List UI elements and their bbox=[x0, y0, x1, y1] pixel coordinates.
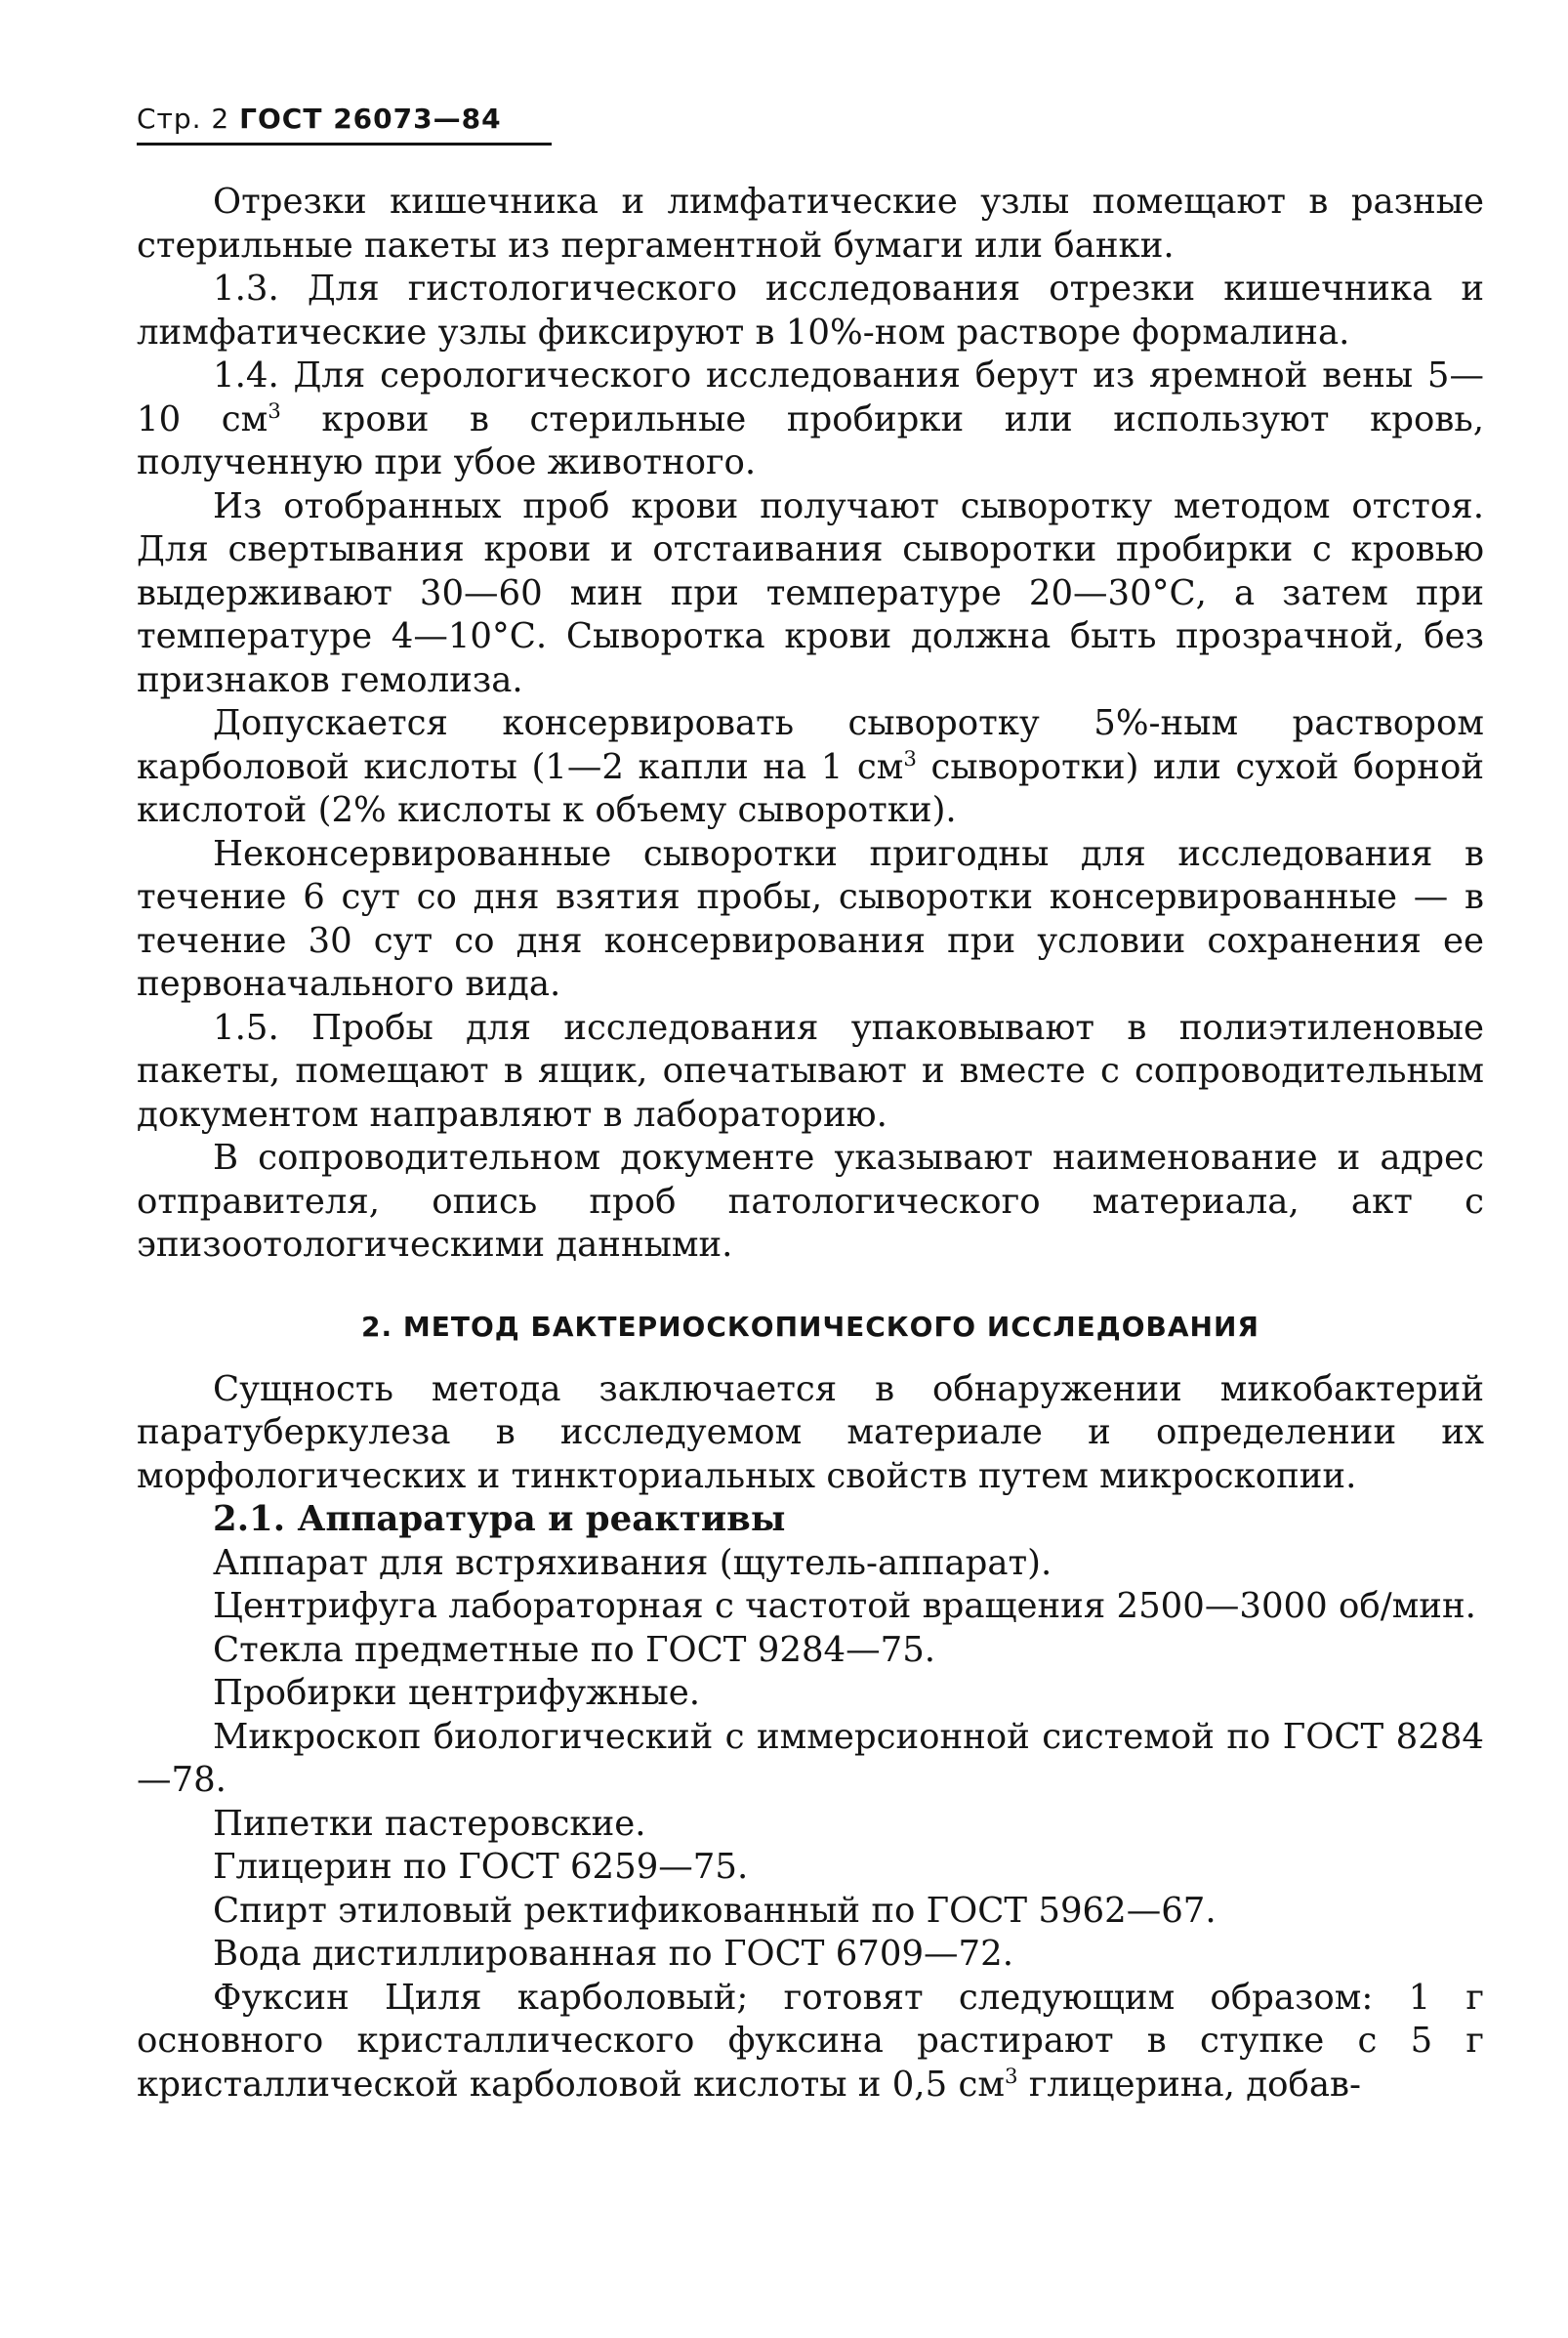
equipment-item: Спирт этиловый ректификованный по ГОСТ 5962—67. bbox=[213, 1890, 1217, 1931]
paragraph-accompanying-doc: В сопроводительном документе указывают наименование и адрес отправителя, опись проб патологического материала, акт с эпизоотологическими данными. bbox=[137, 1138, 1484, 1265]
paragraph-1-5: 1.5. Пробы для исследования упаковывают в полиэтиленовые пакеты, помещают в ящик, опечатывают и вместе с сопроводительным документом направляют в лабораторию. bbox=[137, 1007, 1484, 1135]
document-page bbox=[137, 103, 1484, 2107]
equipment-item: Аппарат для встряхивания (щутель-аппарат). bbox=[213, 1542, 1052, 1583]
paragraph-1-4: 1.4. Для серологического исследования берут из яремной вены 5—10 $см^3$ крови в стерильные пробирки или используют кровь, полученную при убое животного. bbox=[137, 355, 1484, 482]
body-text bbox=[137, 181, 1484, 2107]
header-divider bbox=[137, 143, 552, 146]
paragraph-unconserved: Неконсервированные сыворотки пригодны для исследования в течение 6 сут со дня взятия пробы, сыворотки консервированные — в течение 30 сут со дня консервирования при условии сохранения ее первоначального вида. bbox=[137, 833, 1484, 1004]
page-label: Стр. 2 bbox=[137, 103, 230, 135]
paragraph-method-essence: Сущность метода заключается в обнаружении микобактерий паратуберкулеза в исследуемом материале и определении их морфологических и тинкториальных свойств путем микроскопии. bbox=[137, 1368, 1484, 1496]
paragraph-organ-samples: Отрезки кишечника и лимфатические узлы помещают в разные стерильные пакеты из пергаментной бумаги или банки. bbox=[137, 182, 1484, 266]
paragraph-conservation: Допускается консервировать сыворотку 5%-ным раствором карболовой кислоты (1—2 капли на 1 $см^3$ сыворотки) или сухой борной кислотой (2% кислоты к объему сыворотки). bbox=[137, 703, 1484, 830]
section-2-title: 2. МЕТОД БАКТЕРИОСКОПИЧЕСКОГО ИССЛЕДОВАНИЯ bbox=[361, 1310, 1259, 1343]
running-header bbox=[137, 103, 502, 141]
paragraph-1-3: 1.3. Для гистологического исследования отрезки кишечника и лимфатические узлы фиксируют в 10%-ном растворе формалина. bbox=[137, 269, 1484, 353]
equipment-item: Глицерин по ГОСТ 6259—75. bbox=[213, 1847, 749, 1887]
subsection-2-1-heading: 2.1. Аппаратура и реактивы bbox=[213, 1499, 786, 1539]
equipment-item: Пипетки пастеровские. bbox=[213, 1803, 646, 1844]
document-code: ГОСТ 26073—84 bbox=[239, 103, 502, 135]
equipment-item: Стекла предметные по ГОСТ 9284—75. bbox=[213, 1629, 936, 1670]
paragraph-fuchsin: Фуксин Циля карболовый; готовят следующим образом: 1 г основного кристаллического фуксина растирают в ступке с 5 г кристаллической карболовой кислоты и 0,5 $см^3$ глицерина, добав- bbox=[137, 1977, 1484, 2105]
equipment-item: Центрифуга лабораторная с частотой вращения 2500—3000 об/мин. bbox=[213, 1586, 1476, 1626]
equipment-item: Вода дистиллированная по ГОСТ 6709—72. bbox=[213, 1934, 1014, 1974]
paragraph-serum: Из отобранных проб крови получают сыворотку методом отстоя. Для свертывания крови и отстаивания сыворотки пробирки с кровью выдерживают 30—60 мин при температуре 20—30°С, а затем при температуре 4—10°С. Сыворотка крови должна быть прозрачной, без признаков гемолиза. bbox=[137, 485, 1484, 700]
equipment-item: Пробирки центрифужные. bbox=[213, 1673, 701, 1713]
equipment-item: Микроскоп биологический с иммерсионной системой по ГОСТ 8284—78. bbox=[137, 1716, 1484, 1800]
